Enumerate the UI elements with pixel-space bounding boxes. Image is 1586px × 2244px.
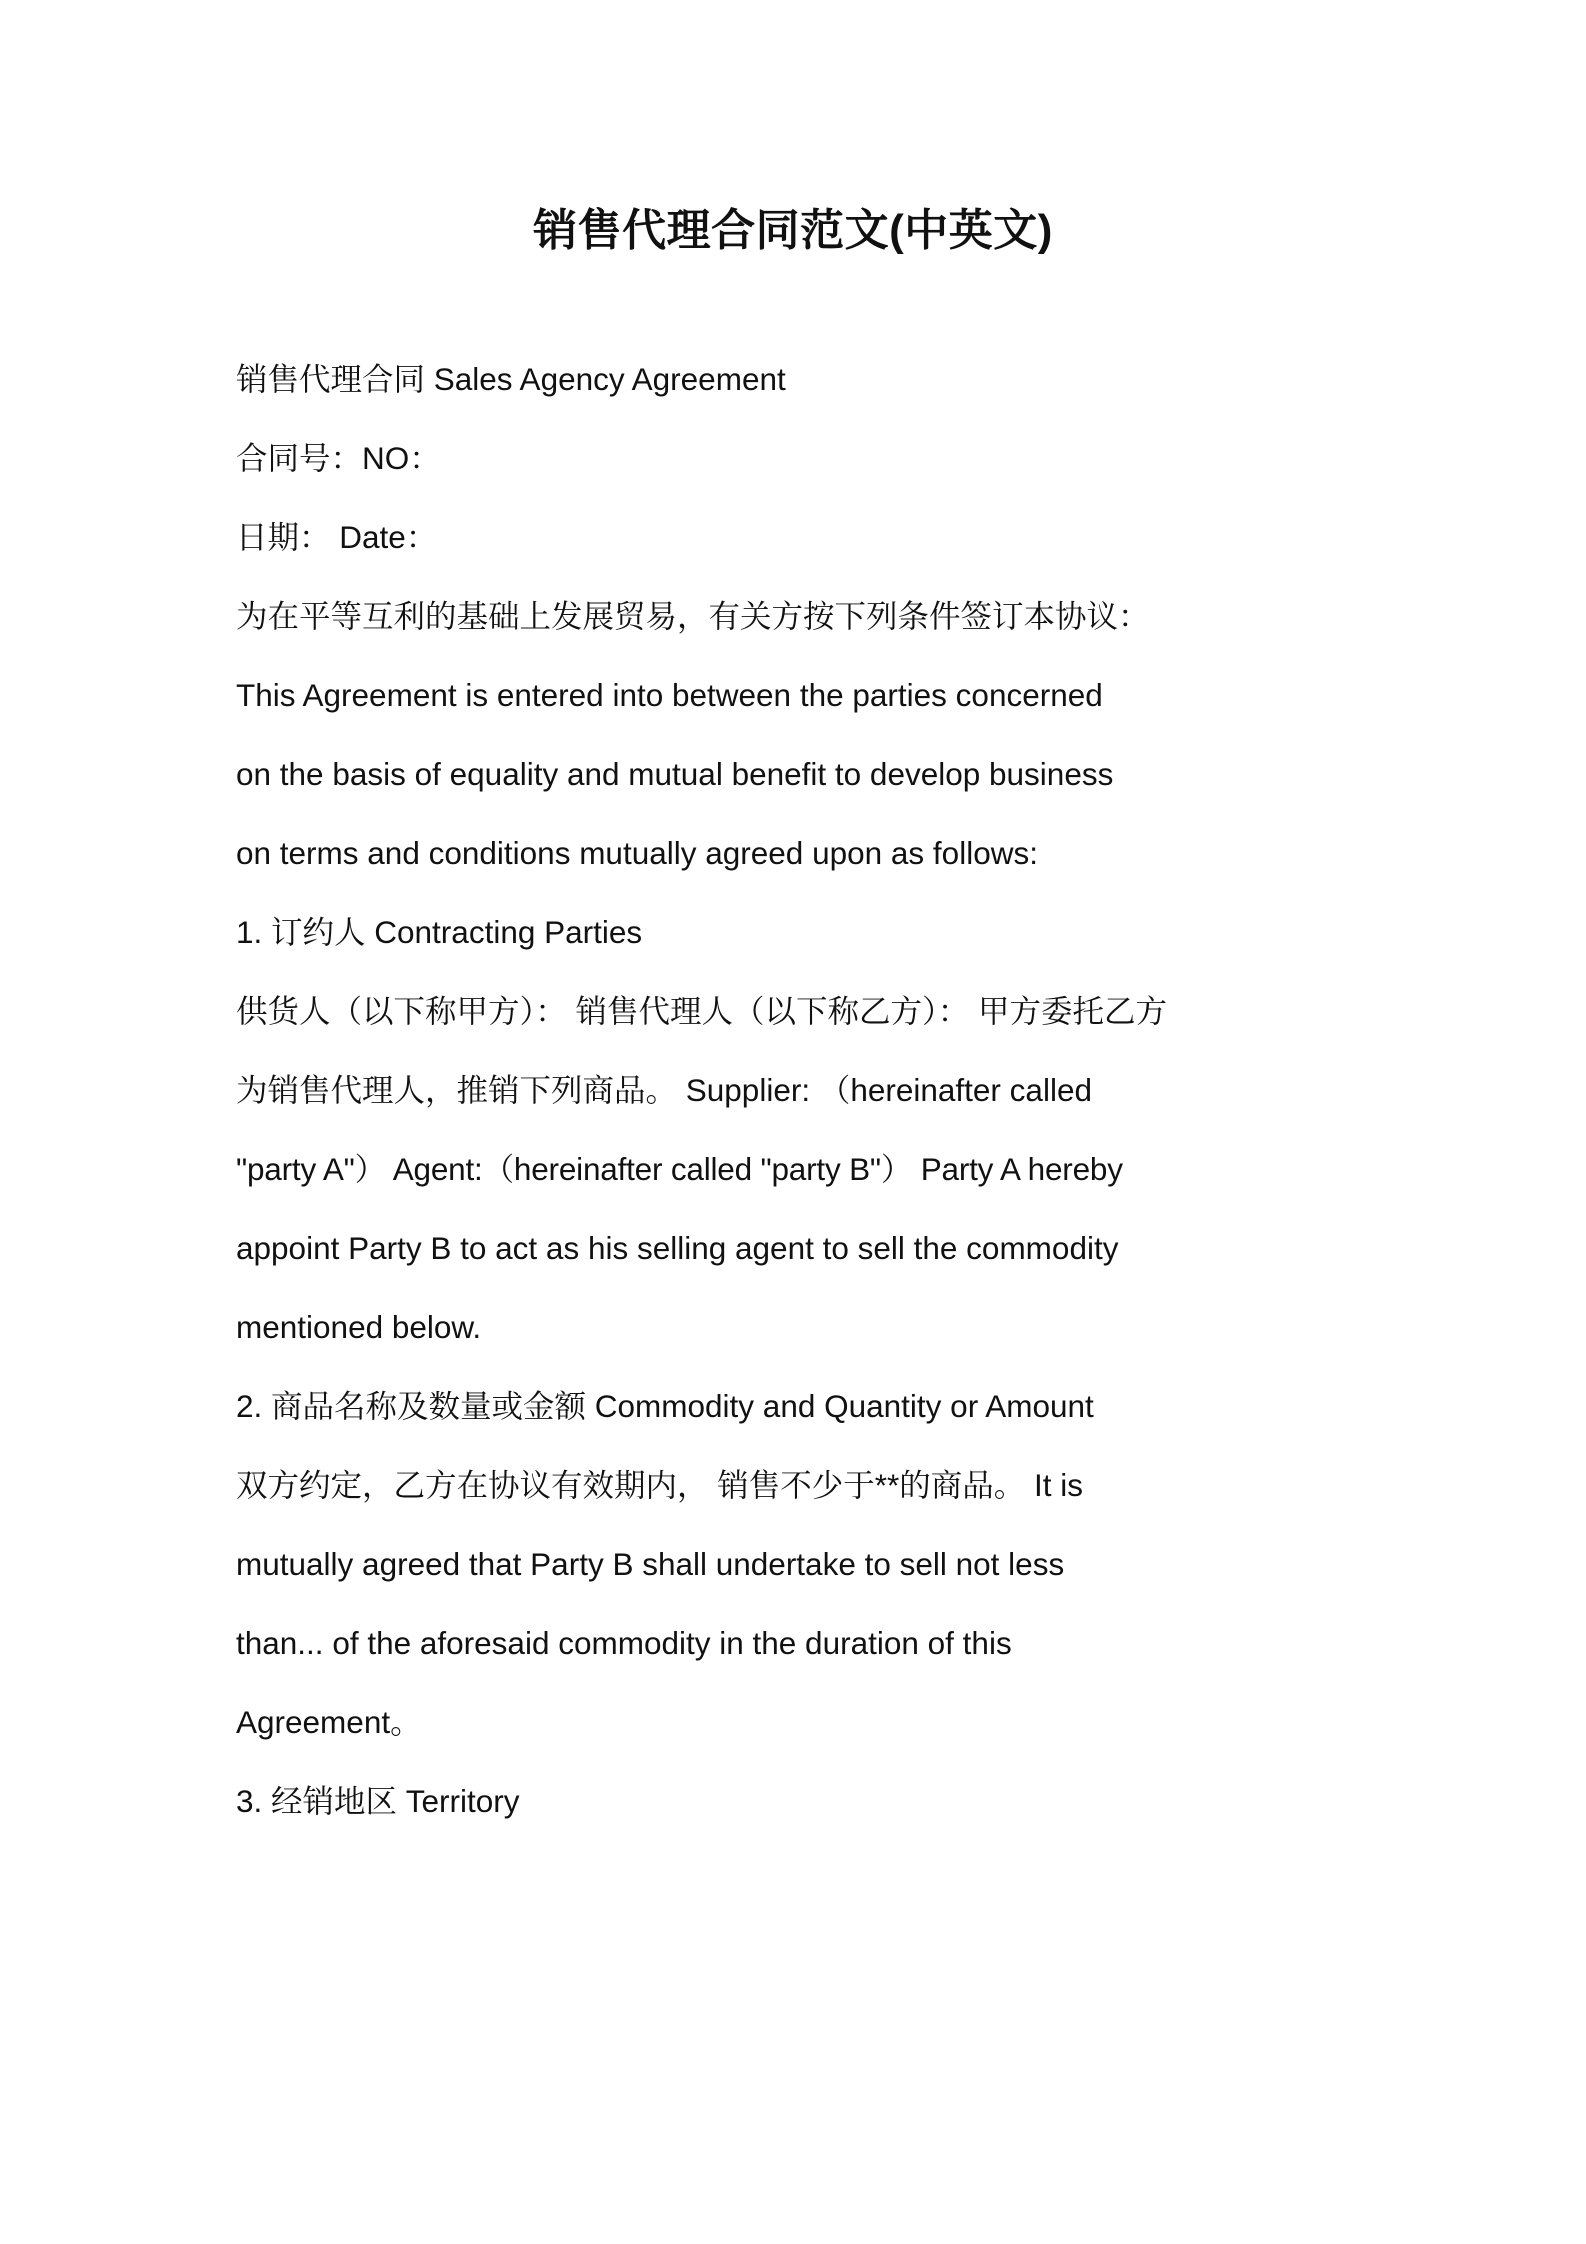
text-line: on the basis of equality and mutual benefit to develop business xyxy=(236,755,1114,792)
document-body xyxy=(0,258,1586,1841)
text-line: 双方约定，乙方在协议有效期内， 销售不少于**的商品。 It is xyxy=(236,1466,1084,1503)
text-line: 2. 商品名称及数量或金额 Commodity and Quantity or Amount xyxy=(236,1387,1094,1424)
page-title: 销售代理合同范文(中英文) xyxy=(533,206,1053,255)
text-line: "party A"） Agent:（hereinafter called "party B"） Party A hereby xyxy=(236,1150,1123,1187)
text-line: 3. 经销地区 Territory xyxy=(236,1782,520,1819)
text-line: Agreement。 xyxy=(236,1703,422,1740)
text-line: 合同号：NO： xyxy=(236,439,441,476)
text-line: 1. 订约人 Contracting Parties xyxy=(236,913,643,950)
text-line: 日期： Date： xyxy=(236,518,438,555)
text-line: 销售代理合同 Sales Agency Agreement xyxy=(236,360,786,397)
contract-text xyxy=(236,340,1356,1841)
text-line: 供货人（以下称甲方）： 销售代理人（以下称乙方）： 甲方委托乙方 xyxy=(236,992,1168,1029)
text-line: than... of the aforesaid commodity in the duration of this xyxy=(236,1624,1012,1661)
text-line: mutually agreed that Party B shall undertake to sell not less xyxy=(236,1545,1065,1582)
text-line: mentioned below. xyxy=(236,1308,482,1345)
text-line: on terms and conditions mutually agreed upon as follows: xyxy=(236,834,1038,871)
text-line: 为在平等互利的基础上发展贸易，有关方按下列条件签订本协议： xyxy=(236,597,1150,634)
text-line: 为销售代理人，推销下列商品。 Supplier: （hereinafter called xyxy=(236,1071,1092,1108)
text-line: appoint Party B to act as his selling agent to sell the commodity xyxy=(236,1229,1119,1266)
text-line: This Agreement is entered into between the parties concerned xyxy=(236,676,1103,713)
